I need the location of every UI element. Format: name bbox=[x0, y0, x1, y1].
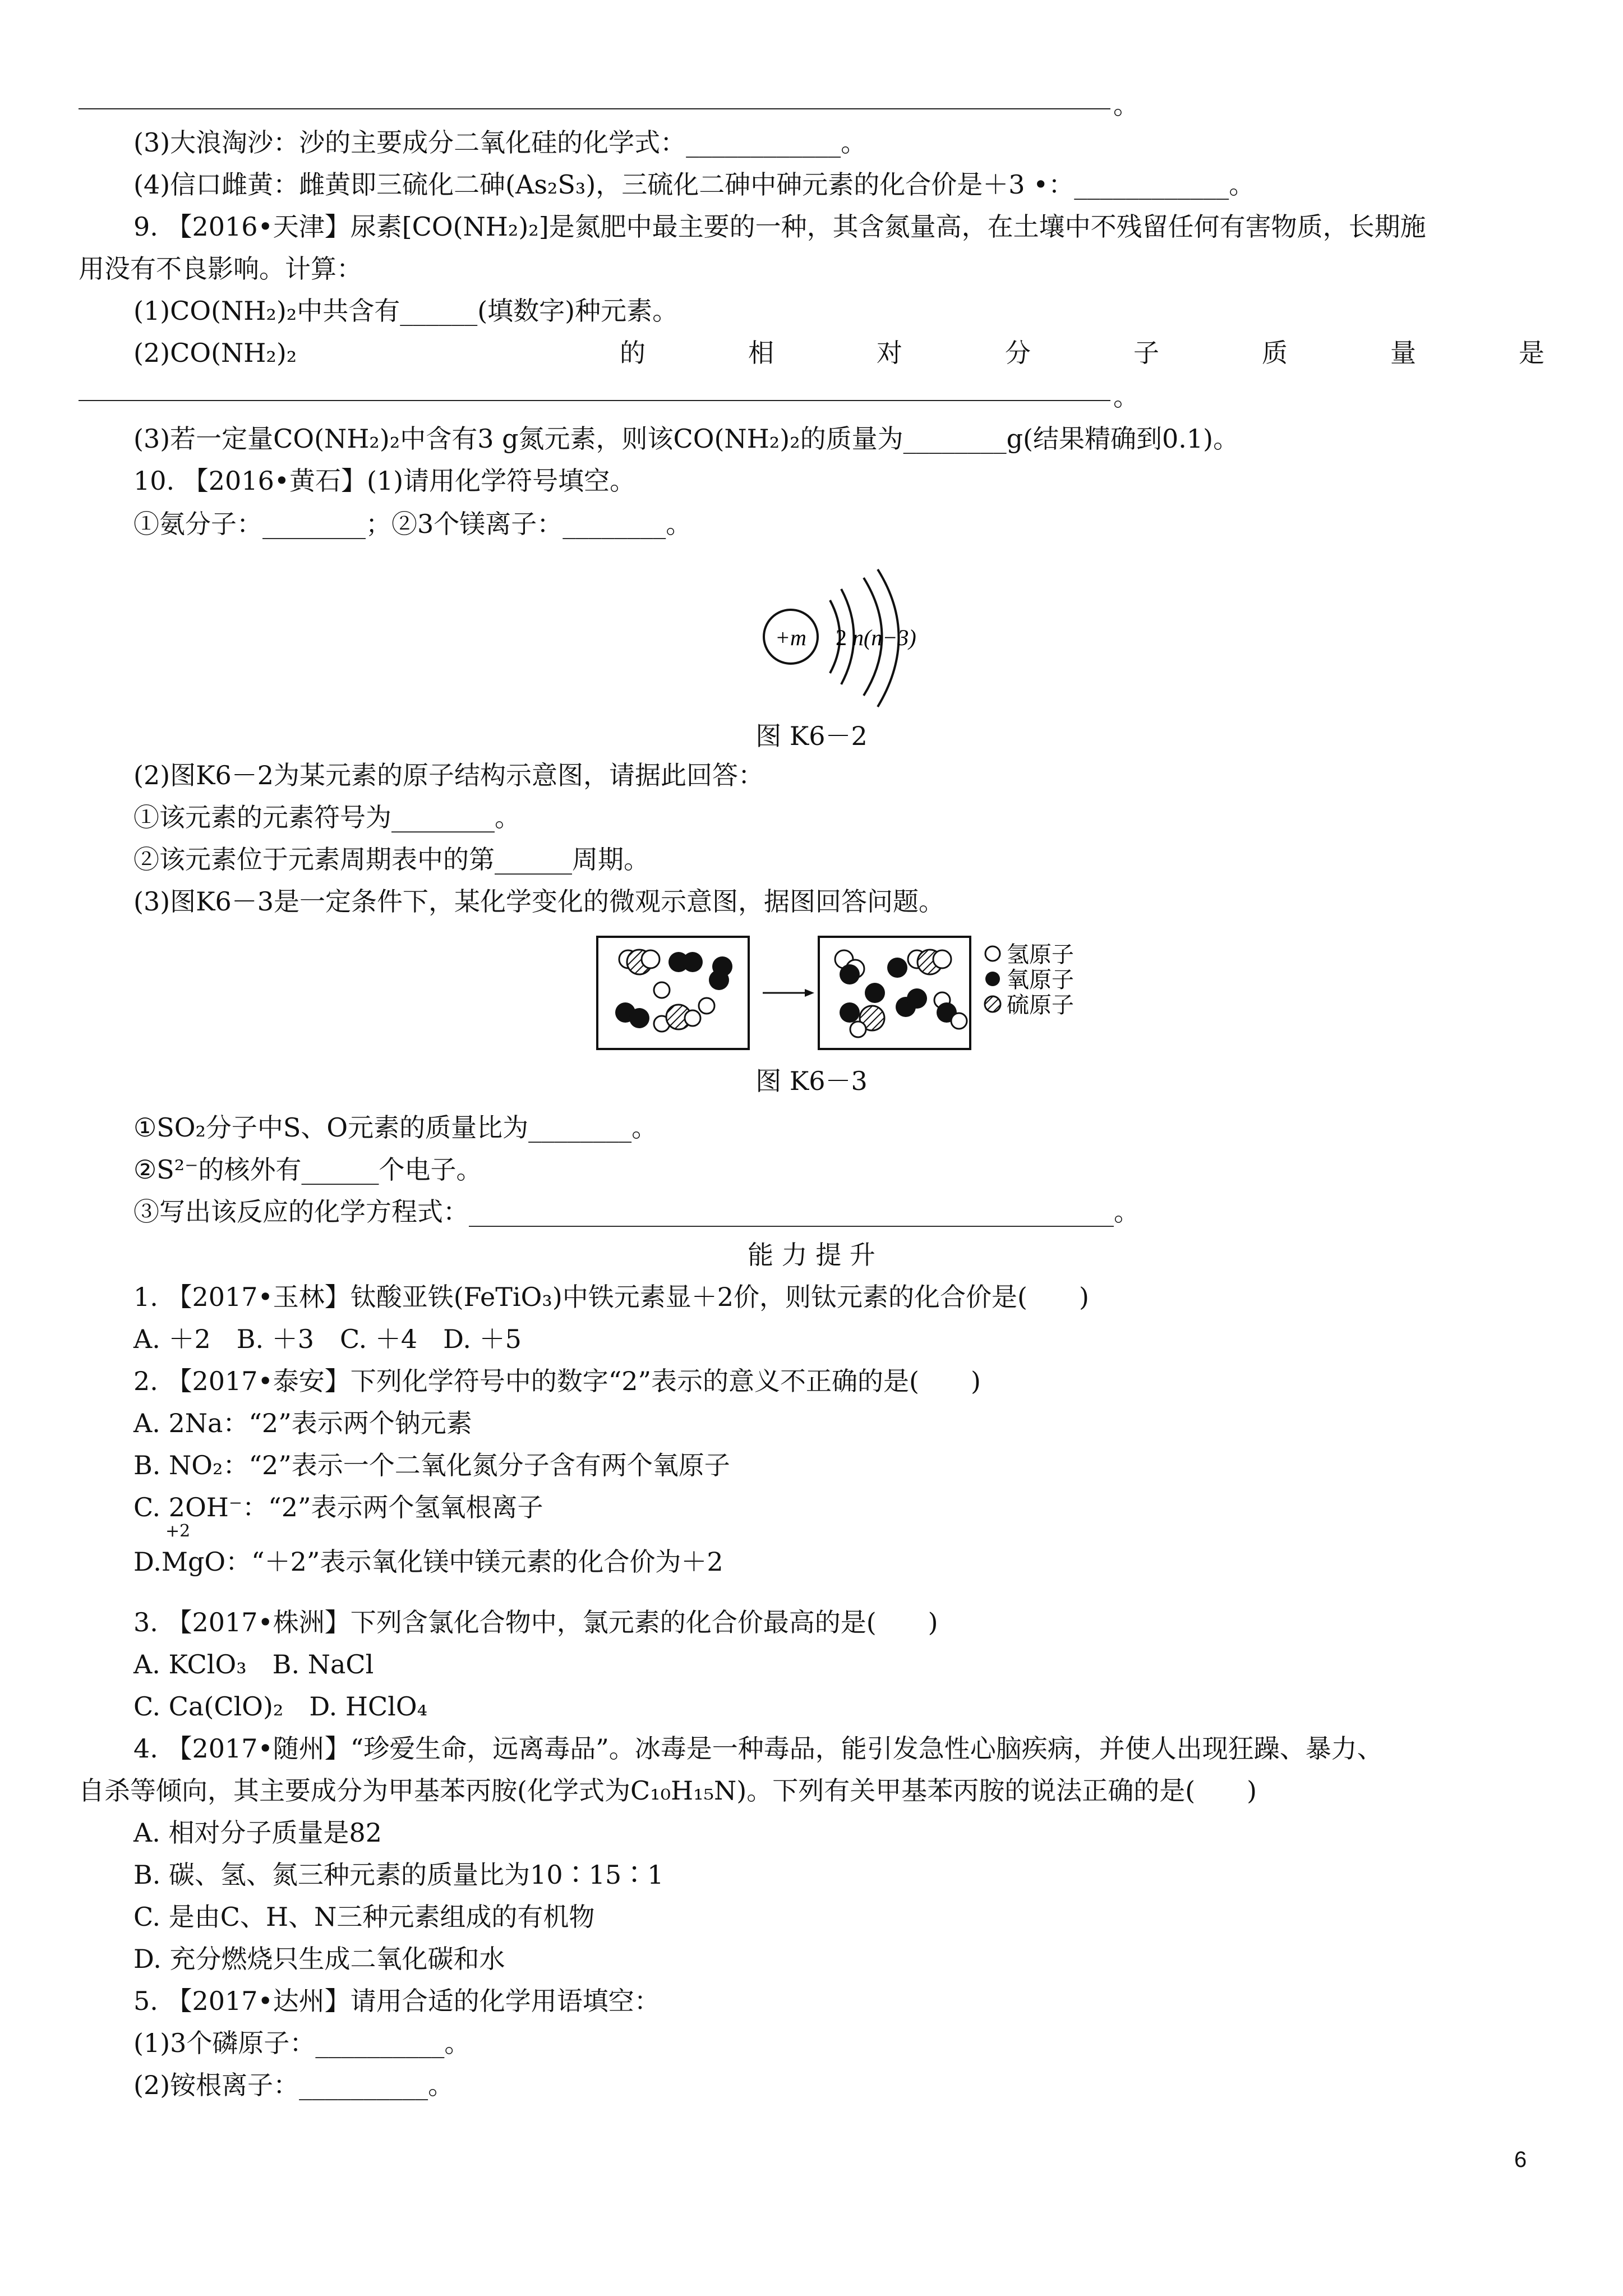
q10-part3c: ③写出该反应的化学方程式：__________________________________________________。 bbox=[133, 1197, 1140, 1227]
q10-part3: (3)图K6－3是一定条件下，某化学变化的微观示意图，据图回答问题。 bbox=[133, 886, 945, 917]
section-title: 能 力 提 升 bbox=[748, 1240, 875, 1270]
reactant-box bbox=[597, 937, 749, 1049]
diagram-legend bbox=[985, 942, 1074, 1018]
s2-stem: 2. 【2017•泰安】下列化学符号中的数字“2”表示的意义不正确的是( ) bbox=[133, 1366, 981, 1396]
answer-blank-line bbox=[79, 108, 1110, 109]
atom-structure-diagram bbox=[746, 567, 948, 712]
q9-part2-spread-text bbox=[620, 335, 1544, 371]
s3-options-cd: C. Ca(ClO)₂ D. HClO₄ bbox=[133, 1691, 428, 1722]
shell2-electrons: n(n−3) bbox=[852, 625, 916, 650]
q9-part2-word: 是 bbox=[1519, 338, 1544, 368]
figure-caption-k6-3: 图 K6－3 bbox=[755, 1066, 868, 1096]
legend-hydrogen: 氢原子 bbox=[1007, 942, 1074, 967]
q9-part2-word: 量 bbox=[1390, 338, 1416, 368]
s2-option-a: A. 2Na：“2”表示两个钠元素 bbox=[133, 1408, 472, 1438]
s2-option-d: D.MgO：“＋2”表示氧化镁中镁元素的化合价为＋2 bbox=[133, 1547, 723, 1577]
q9-part2-word: 分 bbox=[1005, 338, 1031, 368]
answer-blank-line bbox=[79, 400, 1110, 401]
sentence-end-mark: 。 bbox=[1113, 90, 1139, 120]
s4-option-d: D. 充分燃烧只生成二氧化碳和水 bbox=[133, 1944, 505, 1974]
q9-part3: (3)若一定量CO(NH₂)₂中含有3 g氮元素，则该CO(NH₂)₂的质量为________g(结果精确到0.1)。 bbox=[133, 424, 1239, 454]
q9-part1: (1)CO(NH₂)₂中共含有______(填数字)种元素。 bbox=[133, 296, 679, 326]
q10-part1: ①氨分子：________；②3个镁离子：________。 bbox=[133, 509, 692, 539]
q9-part2-word: 质 bbox=[1262, 338, 1288, 368]
q9-part2-word: 相 bbox=[748, 338, 774, 368]
valence-superscript: +2 bbox=[165, 1521, 191, 1541]
q10-part3b: ②S²⁻的核外有______个电子。 bbox=[133, 1154, 482, 1185]
q8-part3: (3)大浪淘沙：沙的主要成分二氧化硅的化学式：____________。 bbox=[133, 127, 867, 158]
s5-part2: (2)铵根离子：__________。 bbox=[133, 2070, 454, 2100]
q9-part2-word: 子 bbox=[1133, 338, 1159, 368]
s4-stem-line2: 自杀等倾向，其主要成分为甲基苯丙胺(化学式为C₁₀H₁₅N)。下列有关甲基苯丙胺的说法正确的是( ) bbox=[79, 1775, 1257, 1806]
s1-options: A. ＋2 B. ＋3 C. ＋4 D. ＋5 bbox=[133, 1324, 522, 1354]
s4-stem-line1: 4. 【2017•随州】“珍爱生命，远离毒品”。冰毒是一种毒品，能引发急性心脑疾病，并使人出现狂躁、暴力、 bbox=[133, 1733, 1383, 1764]
q10-part2: (2)图K6－2为某元素的原子结构示意图，请据此回答： bbox=[133, 760, 764, 790]
q10-part2a: ①该元素的元素符号为________。 bbox=[133, 802, 520, 832]
figure-caption-k6-2: 图 K6－2 bbox=[755, 721, 868, 751]
sulfur-atom-swatch bbox=[985, 996, 1000, 1012]
s2-option-c: C. 2OH⁻：“2”表示两个氢氧根离子 bbox=[133, 1492, 543, 1522]
sentence-end-mark: 。 bbox=[1113, 381, 1139, 412]
oxygen-atom-swatch bbox=[985, 972, 1000, 986]
s4-option-c: C. 是由C、H、N三种元素组成的有机物 bbox=[133, 1902, 595, 1932]
q9-part2-head: (2)CO(NH₂)₂ bbox=[133, 338, 297, 368]
s4-option-b: B. 碳、氢、氮三种元素的质量比为10∶15∶1 bbox=[133, 1860, 664, 1890]
legend-sulfur: 硫原子 bbox=[1007, 992, 1074, 1018]
q8-part4: (4)信口雌黄：雌黄即三硫化二砷(As₂S₃)，三硫化二砷中砷元素的化合价是＋3 •：____________。 bbox=[133, 169, 1255, 200]
s2-option-b: B. NO₂：“2”表示一个二氧化氮分子含有两个氧原子 bbox=[133, 1450, 730, 1480]
s3-stem: 3. 【2017•株洲】下列含氯化合物中，氯元素的化合价最高的是( ) bbox=[133, 1607, 938, 1637]
s5-part1: (1)3个磷原子：__________。 bbox=[133, 2028, 471, 2058]
q9-part2-word: 对 bbox=[877, 338, 902, 368]
q10-part2b: ②该元素位于元素周期表中的第______周期。 bbox=[133, 844, 649, 875]
q9-stem-line1: 9. 【2016•天津】尿素[CO(NH₂)₂]是氮肥中最主要的一种，其含氮量高，在土壤中不残留任何有害物质，长期施 bbox=[133, 211, 1426, 242]
legend-oxygen: 氧原子 bbox=[1007, 967, 1074, 992]
nucleus-charge: +m bbox=[775, 625, 806, 650]
shell1-electrons: 2 bbox=[836, 625, 847, 650]
q10-stem: 10. 【2016•黄石】(1)请用化学符号填空。 bbox=[133, 466, 636, 496]
q10-part3a: ①SO₂分子中S、O元素的质量比为________。 bbox=[133, 1112, 658, 1143]
s1-stem: 1. 【2017•玉林】钛酸亚铁(FeTiO₃)中铁元素显＋2价，则钛元素的化合价是( ) bbox=[133, 1282, 1089, 1312]
hydrogen-atom-swatch bbox=[985, 946, 1000, 961]
s3-options-ab: A. KClO₃ B. NaCl bbox=[133, 1649, 374, 1680]
s4-option-a: A. 相对分子质量是82 bbox=[133, 1818, 382, 1848]
s5-stem: 5. 【2017•达州】请用合适的化学用语填空： bbox=[133, 1986, 660, 2016]
q9-part2-word: 的 bbox=[620, 338, 645, 368]
q9-stem-line2: 用没有不良影响。计算： bbox=[79, 254, 362, 284]
page-number: 6 bbox=[1514, 2147, 1527, 2172]
reaction-micro-diagram bbox=[594, 934, 1099, 1057]
